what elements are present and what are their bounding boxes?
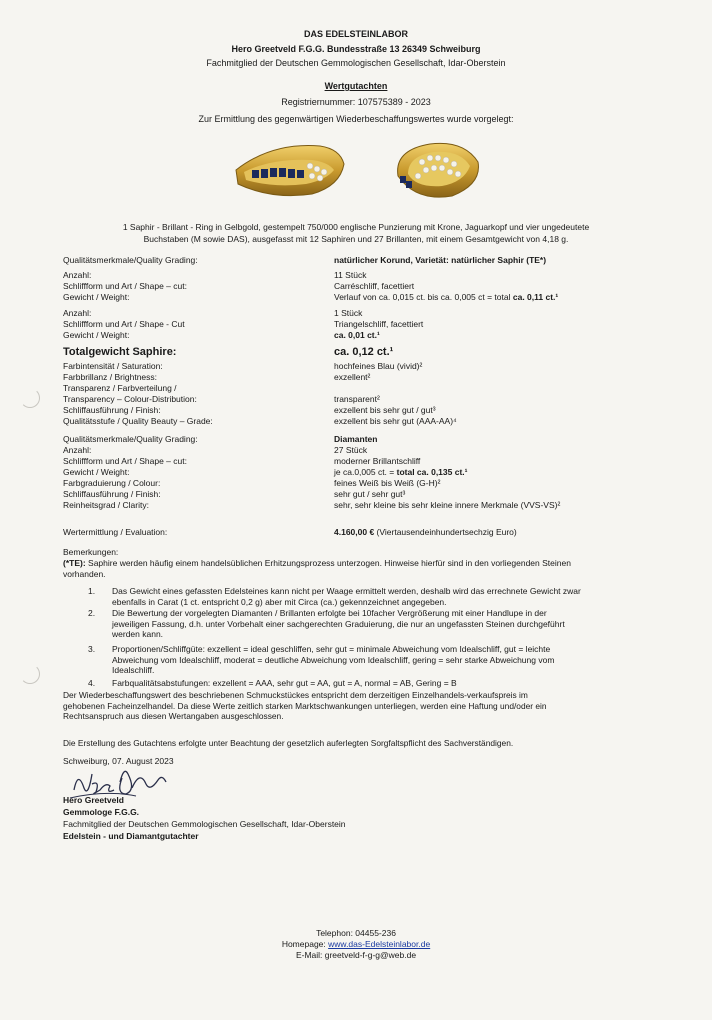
liability-line: Rechtsanspruch aus diesen Wertangaben ausgeschlossen. (63, 711, 284, 721)
saturation-label: Farbintensität / Saturation: (63, 361, 163, 371)
note-line: Die Bewertung der vorgelegten Diamanten / Brillanten erfolgte bei 10facher Vergrößerung mit einer Handlupe in der (112, 608, 547, 618)
transparency-label-1: Transparenz / Farbverteilung / (63, 383, 177, 393)
diamond-weight (334, 467, 467, 477)
sapphire-finish-value: exzellent bis sehr gut / gut³ (334, 405, 436, 415)
sapphire-g2-shape-label: Schliffform und Art / Shape - Cut (63, 319, 185, 329)
note-line: jeweiligen Fassung, d.h. unter Vorbehalt einer sachgerechten Graduierung, die nur an ungefassten Steinen durchgeführt (112, 618, 565, 629)
note-line: Idealschliff. (112, 665, 155, 675)
sapphire-finish-label: Schliffausführung / Finish: (63, 405, 161, 415)
sapphire-g1-weight-value: Verlauf von ca. 0,015 ct. bis ca. 0,005 ct = total (334, 292, 513, 302)
punch-hole (20, 388, 40, 408)
note-number: 2. (88, 608, 96, 618)
lab-membership: Fachmitglied der Deutschen Gemmologischen Gesellschaft, Idar-Oberstein (206, 58, 506, 68)
te-tag: (*TE): (63, 558, 86, 568)
diamond-weight-total: total ca. 0,135 ct.¹ (396, 467, 468, 477)
note-line: Das Gewicht eines gefassten Edelsteines kann nicht per Waage ermittelt werden, deshalb wird das errechnete Gewicht zwar (112, 586, 581, 596)
signatory-title: Gemmologe F.G.G. (63, 807, 140, 817)
ring-image-left (236, 146, 344, 196)
homepage-link[interactable]: www.das-Edelsteinlabor.de (328, 939, 431, 949)
diamond-shape-value: moderner Brillantschliff (334, 456, 421, 466)
diamond-finish-value: sehr gut / sehr gut³ (334, 489, 406, 499)
diamond-clarity-label: Reinheitsgrad / Clarity: (63, 500, 149, 510)
note-number: 3. (88, 644, 96, 654)
sapphire-grading-value: natürlicher Korund, Varietät: natürlicher Saphir (TE*) (334, 255, 547, 265)
brightness-value: exzellent² (334, 372, 371, 382)
brightness-label: Farbbrillanz / Brightness: (63, 372, 158, 382)
sapphire-g1-count-value: 11 Stück (334, 270, 367, 280)
evaluation-words: (Viertausendeinhundertsechzig Euro) (374, 527, 517, 537)
sapphire-g2-count-value: 1 Stück (334, 308, 363, 318)
lab-name: DAS EDELSTEINLABOR (303, 29, 408, 39)
note-number: 4. (88, 678, 96, 688)
item-description-line2: Buchstaben (M sowie DAS), ausgefasst mit 12 Saphiren und 27 Brillanten, mit einem Gesamtgewicht von 4,18 g. (143, 234, 569, 244)
te-remark-line2: vorhanden. (63, 569, 106, 579)
sapphire-total-value: ca. 0,12 ct.¹ (334, 346, 394, 358)
sapphire-g1-weight-label: Gewicht / Weight: (63, 292, 130, 302)
transparency-value: transparent² (334, 394, 380, 404)
note-number: 1. (88, 586, 96, 596)
note-line: Proportionen/Schliffgüte: exzellent = ideal geschliffen, sehr gut = minimale Abweichung vom Idealschliff, gut = leichte (112, 644, 551, 654)
transparency-label-2: Transparency – Colour-Distribution: (63, 394, 197, 404)
diamond-clarity-value: sehr, sehr kleine bis sehr kleine innere Merkmale (VVS-VS)² (334, 500, 561, 510)
sapphire-g2-weight-value: ca. 0,01 ct.¹ (334, 330, 380, 340)
document-title: Wertgutachten (324, 81, 388, 91)
liability-line: gehobenen Facheinzelhandel. Da diese Werte zeitlich starken Marktschwankungen unterliegen, werden eine Haftung und/oder ein (63, 700, 547, 711)
note-line: ebenfalls in Carat (1 ct. entspricht 0,2 g) aber mit Circa (ca.) gekennzeichnet angegeben. (112, 596, 447, 607)
place-date: Schweiburg, 07. August 2023 (63, 756, 174, 766)
registry-number: Registriernummer: 107575389 - 2023 (281, 97, 431, 107)
diamond-weight-label: Gewicht / Weight: (63, 467, 130, 477)
signatory-role: Edelstein - und Diamantgutachter (63, 831, 199, 841)
footer-email: E-Mail: greetveld-f-g-g@web.de (295, 950, 417, 960)
sapphire-g1-weight (334, 292, 558, 302)
sapphire-g1-count-label: Anzahl: (63, 270, 92, 280)
signatory-name: Hero Greetveld (63, 795, 124, 805)
sapphire-total-label: Totalgewicht Saphire: (63, 346, 177, 358)
sapphire-g1-shape-label: Schliffform und Art / Shape – cut: (63, 281, 187, 291)
footer-homepage (0, 939, 712, 949)
diamond-colour-label: Farbgraduierung / Colour: (63, 478, 161, 488)
punch-hole (20, 664, 40, 684)
diamond-colour-value: feines Weiß bis Weiß (G-H)² (334, 478, 441, 488)
liability-paragraph (63, 690, 547, 722)
sapphire-g2-count-label: Anzahl: (63, 308, 92, 318)
diamond-count-label: Anzahl: (63, 445, 92, 455)
remarks-heading: Bemerkungen: (63, 547, 119, 557)
te-remark-line1 (63, 558, 571, 568)
beauty-grade-value: exzellent bis sehr gut (AAA-AA)⁴ (334, 416, 457, 426)
liability-line: Der Wiederbeschaffungswert des beschriebenen Schmuckstückes entspricht dem derzeitigen Einzelhandels-verkaufspreis im (63, 690, 528, 700)
signatory-membership: Fachmitglied der Deutschen Gemmologischen Gesellschaft, Idar-Oberstein (63, 819, 346, 829)
diamond-weight-value: je ca.0,005 ct. = (334, 467, 397, 477)
ring-photo (232, 136, 482, 204)
lab-address: Hero Greetveld F.G.G. Bundesstraße 13 26349 Schweiburg (231, 44, 481, 54)
evaluation-value: 4.160,00 € (334, 527, 375, 537)
diamond-finish-label: Schliffausführung / Finish: (63, 489, 161, 499)
sapphire-g1-shape-value: Carréschliff, facettiert (334, 281, 415, 291)
te-text: Saphire werden häufig einem handelsüblichen Erhitzungsprozess unterzogen. Hinweise hierfür sind in den vorliegenden Steinen (85, 558, 571, 568)
sapphire-g1-weight-total: ca. 0,11 ct.¹ (512, 292, 559, 302)
intro-text: Zur Ermittlung des gegenwärtigen Wiederbeschaffungswertes wurde vorgelegt: (198, 114, 514, 124)
evaluation-label: Wertermittlung / Evaluation: (63, 527, 168, 537)
ring-image-right (398, 143, 479, 197)
saturation-value: hochfeines Blau (vivid)² (334, 361, 423, 371)
diamond-grading-label: Qualitätsmerkmale/Quality Grading: (63, 434, 198, 444)
note-line: Farbqualitätsabstufungen: exzellent = AAA, sehr gut = AA, gut = A, normal = AB, Gering = B (112, 678, 457, 688)
item-description-line1: 1 Saphir - Brillant - Ring in Gelbgold, gestempelt 750/000 englische Punzierung mit Krone, Jaguarkopf und vier ungedeutete (122, 222, 590, 232)
diamond-grading-value: Diamanten (334, 434, 378, 444)
diamond-shape-label: Schliffform und Art / Shape – cut: (63, 456, 187, 466)
sapphire-grading-label: Qualitätsmerkmale/Quality Grading: (63, 255, 198, 265)
beauty-grade-label: Qualitätsstufe / Quality Beauty – Grade: (63, 416, 213, 426)
sapphire-g2-shape-value: Triangelschliff, facettiert (334, 319, 424, 329)
sapphire-g2-weight-label: Gewicht / Weight: (63, 330, 130, 340)
evaluation (334, 527, 517, 537)
note-line: Abweichung vom Idealschliff, moderat = deutliche Abweichung vom Idealschliff, gering = sehr starke Abweichung vom (112, 654, 555, 665)
footer-phone: Telephon: 04455-236 (316, 928, 396, 938)
diligence-paragraph: Die Erstellung des Gutachtens erfolgte unter Beachtung der gesetzlich auferlegten Sorgfaltspflicht des Sachverständigen. (63, 738, 514, 748)
note-line: werden kann. (112, 629, 164, 639)
diamond-count-value: 27 Stück (334, 445, 368, 455)
homepage-label: Homepage: (281, 939, 329, 949)
